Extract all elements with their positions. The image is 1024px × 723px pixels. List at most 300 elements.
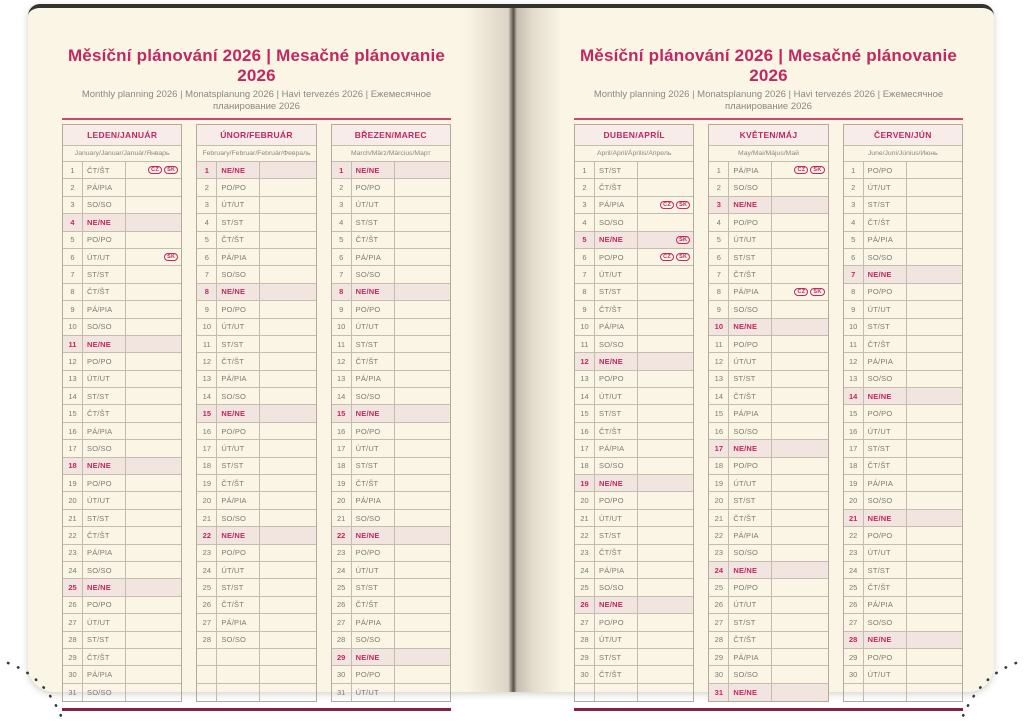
day-row: [575, 179, 693, 196]
day-row: [332, 649, 450, 666]
day-row: [332, 423, 450, 440]
day-name: ČT/ŠT: [352, 475, 395, 491]
day-row: [844, 423, 962, 440]
day-number: 21: [575, 510, 595, 526]
day-name: ÚT/UT: [864, 301, 907, 317]
day-notes: [126, 458, 181, 474]
day-number: 21: [709, 510, 729, 526]
day-row: [709, 510, 827, 527]
day-notes: [260, 388, 315, 404]
day-notes: [126, 527, 181, 543]
month-table: [331, 124, 451, 702]
day-name: SO/SO: [217, 510, 260, 526]
day-name: [217, 649, 260, 665]
day-row: [709, 492, 827, 509]
day-notes: [907, 301, 962, 317]
day-notes: [260, 319, 315, 335]
day-number: 14: [197, 388, 217, 404]
day-notes: [772, 405, 827, 421]
day-name: ČT/ŠT: [729, 632, 772, 648]
day-notes: [907, 284, 962, 300]
day-notes: [638, 440, 693, 456]
day-row: [63, 545, 181, 562]
day-number: 23: [197, 545, 217, 561]
day-row: [63, 197, 181, 214]
day-name: NE/NE: [83, 458, 126, 474]
day-notes: [638, 423, 693, 439]
day-row: [197, 562, 315, 579]
day-row: [575, 440, 693, 457]
day-notes: [638, 197, 693, 213]
day-number: 14: [575, 388, 595, 404]
day-name: NE/NE: [352, 405, 395, 421]
day-row: [575, 562, 693, 579]
day-notes: [638, 458, 693, 474]
day-notes: [907, 162, 962, 178]
day-notes: [907, 197, 962, 213]
day-name: PÁ/PIA: [352, 492, 395, 508]
day-notes: [260, 214, 315, 230]
day-number: 16: [709, 423, 729, 439]
day-name: PO/PO: [83, 353, 126, 369]
day-notes: [395, 649, 450, 665]
day-row: [709, 458, 827, 475]
day-name: ÚT/UT: [83, 249, 126, 265]
day-notes: [907, 405, 962, 421]
day-notes: [126, 545, 181, 561]
day-name: PÁ/PIA: [595, 197, 638, 213]
day-row: [63, 388, 181, 405]
day-row: [332, 562, 450, 579]
day-row: [844, 614, 962, 631]
day-row: [844, 336, 962, 353]
day-row: [844, 492, 962, 509]
day-name: ÚT/UT: [217, 562, 260, 578]
day-notes: [260, 336, 315, 352]
day-notes: [772, 579, 827, 595]
day-name: NE/NE: [864, 510, 907, 526]
day-name: ÚT/UT: [864, 545, 907, 561]
day-name: PÁ/PIA: [729, 649, 772, 665]
day-name: SO/SO: [864, 492, 907, 508]
day-name: SO/SO: [864, 371, 907, 387]
day-name: PO/PO: [83, 475, 126, 491]
day-name: SO/SO: [352, 266, 395, 282]
day-number: 18: [575, 458, 595, 474]
holiday-badge-sk: SK: [810, 166, 824, 174]
day-name: ST/ST: [83, 266, 126, 282]
day-row: [709, 527, 827, 544]
day-row: [844, 232, 962, 249]
day-number: 7: [709, 266, 729, 282]
day-row: [63, 562, 181, 579]
day-notes: [395, 545, 450, 561]
day-number: 21: [63, 510, 83, 526]
day-name: ST/ST: [595, 162, 638, 178]
day-number: 25: [709, 579, 729, 595]
day-row: [332, 162, 450, 179]
day-row: [197, 232, 315, 249]
day-row: [332, 319, 450, 336]
day-notes: [772, 266, 827, 282]
day-row: [575, 579, 693, 596]
day-row: [63, 666, 181, 683]
day-number: 24: [709, 562, 729, 578]
day-notes: [126, 440, 181, 456]
day-number: 30: [332, 666, 352, 682]
day-number: 27: [197, 614, 217, 630]
day-number: 11: [332, 336, 352, 352]
day-row: [575, 371, 693, 388]
day-name: SO/SO: [352, 510, 395, 526]
day-notes: [260, 162, 315, 178]
day-notes: [260, 492, 315, 508]
day-row: [709, 597, 827, 614]
day-number: 5: [197, 232, 217, 248]
day-row: [197, 353, 315, 370]
holiday-badge-cz: CZ: [660, 201, 674, 209]
day-name: NE/NE: [83, 336, 126, 352]
day-notes: [260, 266, 315, 282]
day-number: 8: [197, 284, 217, 300]
day-number: 3: [709, 197, 729, 213]
day-row: [63, 423, 181, 440]
day-notes: [395, 614, 450, 630]
day-name: SO/SO: [352, 632, 395, 648]
day-number: 22: [332, 527, 352, 543]
day-number: 4: [332, 214, 352, 230]
day-name: ÚT/UT: [83, 492, 126, 508]
day-notes: [907, 336, 962, 352]
day-name: SO/SO: [83, 684, 126, 701]
day-notes: [638, 475, 693, 491]
day-name: SO/SO: [83, 440, 126, 456]
day-number: 18: [63, 458, 83, 474]
day-notes: [395, 179, 450, 195]
day-notes: [260, 614, 315, 630]
day-number: 21: [332, 510, 352, 526]
day-number: 14: [709, 388, 729, 404]
day-name: PÁ/PIA: [217, 249, 260, 265]
day-notes: [907, 492, 962, 508]
day-notes: [260, 666, 315, 682]
day-number: 8: [63, 284, 83, 300]
day-row: [844, 545, 962, 562]
day-notes: [126, 179, 181, 195]
day-notes: [638, 388, 693, 404]
day-number: 17: [709, 440, 729, 456]
right-page: [511, 8, 994, 697]
day-number: 20: [709, 492, 729, 508]
day-notes: [126, 319, 181, 335]
day-notes: [907, 579, 962, 595]
holiday-badge-cz: CZ: [148, 166, 162, 174]
day-number: 18: [197, 458, 217, 474]
day-number: 29: [844, 649, 864, 665]
day-row: [63, 614, 181, 631]
day-number: 24: [63, 562, 83, 578]
day-notes: [395, 562, 450, 578]
day-number: 27: [575, 614, 595, 630]
day-notes: [638, 353, 693, 369]
day-name: ÚT/UT: [217, 319, 260, 335]
day-row: [709, 319, 827, 336]
day-name: ÚT/UT: [729, 232, 772, 248]
day-row: [844, 179, 962, 196]
day-row: [709, 405, 827, 422]
day-name: SO/SO: [729, 179, 772, 195]
left-months-row: [62, 124, 451, 702]
day-row: [844, 579, 962, 596]
page-subtitle: Monthly planning 2026 | Monatsplanung 2026 | Havi tervezés 2026 | Ежемесячное планирование 2026: [593, 89, 944, 112]
holiday-badge-cz: CZ: [794, 288, 808, 296]
day-number: 18: [332, 458, 352, 474]
day-number: 13: [575, 371, 595, 387]
day-notes: [907, 562, 962, 578]
day-name: ČT/ŠT: [83, 284, 126, 300]
day-name: PO/PO: [864, 649, 907, 665]
day-notes: [907, 649, 962, 665]
day-number: 19: [575, 475, 595, 491]
day-row: [575, 162, 693, 179]
day-name: NE/NE: [595, 475, 638, 491]
day-number: 27: [63, 614, 83, 630]
day-name: ČT/ŠT: [217, 232, 260, 248]
day-row: [197, 319, 315, 336]
day-number: 17: [332, 440, 352, 456]
day-row: [844, 510, 962, 527]
day-row: [844, 266, 962, 283]
day-number: 7: [63, 266, 83, 282]
day-notes: [126, 562, 181, 578]
day-notes: [907, 614, 962, 630]
month-name: ÚNOR/FEBRUÁR: [197, 125, 315, 146]
day-row: [844, 214, 962, 231]
day-number: 17: [63, 440, 83, 456]
day-notes: [772, 301, 827, 317]
day-number: 1: [332, 162, 352, 178]
day-name: PO/PO: [595, 614, 638, 630]
day-number: 2: [332, 179, 352, 195]
day-row: [332, 440, 450, 457]
day-name: PÁ/PIA: [352, 371, 395, 387]
day-row: [575, 266, 693, 283]
day-number: 9: [332, 301, 352, 317]
day-row: [63, 649, 181, 666]
day-row: [197, 162, 315, 179]
day-row: [63, 179, 181, 196]
day-row: [575, 492, 693, 509]
day-notes: [395, 458, 450, 474]
day-notes: [126, 423, 181, 439]
day-row: [332, 266, 450, 283]
day-notes: [638, 510, 693, 526]
day-number: 27: [332, 614, 352, 630]
day-number: 1: [63, 162, 83, 178]
day-number: 25: [197, 579, 217, 595]
day-name: NE/NE: [595, 353, 638, 369]
day-row: [844, 527, 962, 544]
day-notes: [772, 371, 827, 387]
day-notes: [907, 440, 962, 456]
day-number: 27: [709, 614, 729, 630]
day-name: NE/NE: [217, 405, 260, 421]
day-number: 3: [332, 197, 352, 213]
day-row: [63, 440, 181, 457]
day-row: [332, 684, 450, 701]
day-notes: [907, 527, 962, 543]
day-notes: [395, 388, 450, 404]
day-number: 13: [197, 371, 217, 387]
day-number: 19: [332, 475, 352, 491]
day-number: 8: [332, 284, 352, 300]
day-row: [844, 405, 962, 422]
day-name: ST/ST: [217, 579, 260, 595]
day-number: 13: [63, 371, 83, 387]
day-number: 30: [844, 666, 864, 682]
day-number: 29: [709, 649, 729, 665]
day-notes: [260, 475, 315, 491]
day-row: [575, 597, 693, 614]
month-languages: May/Mai/Május/Май: [709, 146, 827, 162]
day-number: 26: [332, 597, 352, 613]
day-row: [332, 666, 450, 683]
day-row: [844, 562, 962, 579]
day-row: [575, 423, 693, 440]
day-name: ÚT/UT: [352, 319, 395, 335]
day-number: 20: [63, 492, 83, 508]
day-notes: [907, 388, 962, 404]
day-notes: [907, 510, 962, 526]
day-name: PO/PO: [864, 527, 907, 543]
day-notes: [260, 284, 315, 300]
day-notes: [395, 510, 450, 526]
day-notes: [772, 197, 827, 213]
day-number: 2: [575, 179, 595, 195]
day-name: ÚT/UT: [83, 614, 126, 630]
right-months-row: [574, 124, 963, 702]
day-name: PO/PO: [217, 545, 260, 561]
day-name: ČT/ŠT: [595, 301, 638, 317]
day-row: [332, 597, 450, 614]
day-notes: [638, 214, 693, 230]
day-row: [709, 179, 827, 196]
day-row: [709, 232, 827, 249]
day-number: 23: [63, 545, 83, 561]
day-name: ST/ST: [595, 284, 638, 300]
day-name: PÁ/PIA: [729, 162, 772, 178]
day-name: NE/NE: [729, 562, 772, 578]
day-row: [63, 371, 181, 388]
day-name: ST/ST: [864, 319, 907, 335]
day-number: 1: [197, 162, 217, 178]
day-notes: [772, 440, 827, 456]
day-notes: [772, 684, 827, 701]
page-subtitle: Monthly planning 2026 | Monatsplanung 2026 | Havi tervezés 2026 | Ежемесячное планирование 2026: [81, 89, 432, 112]
holiday-badge-sk: SK: [676, 253, 690, 261]
day-number: 18: [844, 458, 864, 474]
day-row: [575, 197, 693, 214]
day-number: 17: [844, 440, 864, 456]
day-row: [197, 249, 315, 266]
day-number: 22: [63, 527, 83, 543]
day-name: ÚT/UT: [217, 440, 260, 456]
day-number: 3: [844, 197, 864, 213]
day-name: PÁ/PIA: [352, 614, 395, 630]
day-number: 26: [709, 597, 729, 613]
day-row: [197, 388, 315, 405]
day-row: [844, 301, 962, 318]
day-notes: [126, 371, 181, 387]
day-notes: [907, 666, 962, 682]
day-number: 29: [575, 649, 595, 665]
day-number: 19: [197, 475, 217, 491]
day-row: [844, 649, 962, 666]
day-name: PO/PO: [352, 179, 395, 195]
day-number: 26: [63, 597, 83, 613]
day-name: NE/NE: [729, 440, 772, 456]
day-number: 25: [332, 579, 352, 595]
day-notes: [126, 266, 181, 282]
day-notes: [260, 353, 315, 369]
day-number: 19: [63, 475, 83, 491]
day-number: 6: [575, 249, 595, 265]
day-notes: [772, 353, 827, 369]
day-notes: [772, 249, 827, 265]
day-name: NE/NE: [83, 214, 126, 230]
day-notes: [260, 684, 315, 701]
day-row: [844, 162, 962, 179]
day-name: ČT/ŠT: [352, 232, 395, 248]
day-row: [575, 353, 693, 370]
day-notes: [772, 423, 827, 439]
day-notes: [907, 232, 962, 248]
day-notes: [907, 423, 962, 439]
day-number: 5: [844, 232, 864, 248]
day-notes: [126, 249, 181, 265]
day-row: [332, 353, 450, 370]
day-number: 28: [63, 632, 83, 648]
day-name: PO/PO: [729, 458, 772, 474]
day-name: ÚT/UT: [729, 353, 772, 369]
day-row: [197, 475, 315, 492]
day-name: NE/NE: [729, 319, 772, 335]
day-name: PO/PO: [352, 545, 395, 561]
day-name: SO/SO: [595, 579, 638, 595]
day-number: 17: [197, 440, 217, 456]
day-number: 26: [844, 597, 864, 613]
day-number: 26: [197, 597, 217, 613]
day-notes: [395, 353, 450, 369]
diary-spread: [28, 4, 994, 697]
day-number: 23: [332, 545, 352, 561]
day-name: ÚT/UT: [729, 597, 772, 613]
day-name: ČT/ŠT: [83, 405, 126, 421]
holiday-badge-sk: SK: [164, 166, 178, 174]
day-name: PÁ/PIA: [864, 597, 907, 613]
day-name: ČT/ŠT: [83, 162, 126, 178]
day-notes: [638, 301, 693, 317]
day-row: [709, 632, 827, 649]
day-notes: [126, 492, 181, 508]
day-row: [709, 666, 827, 683]
day-notes: [907, 475, 962, 491]
day-notes: [638, 684, 693, 701]
day-number: 10: [63, 319, 83, 335]
day-name: SO/SO: [729, 301, 772, 317]
day-number: 1: [709, 162, 729, 178]
day-row: [844, 440, 962, 457]
